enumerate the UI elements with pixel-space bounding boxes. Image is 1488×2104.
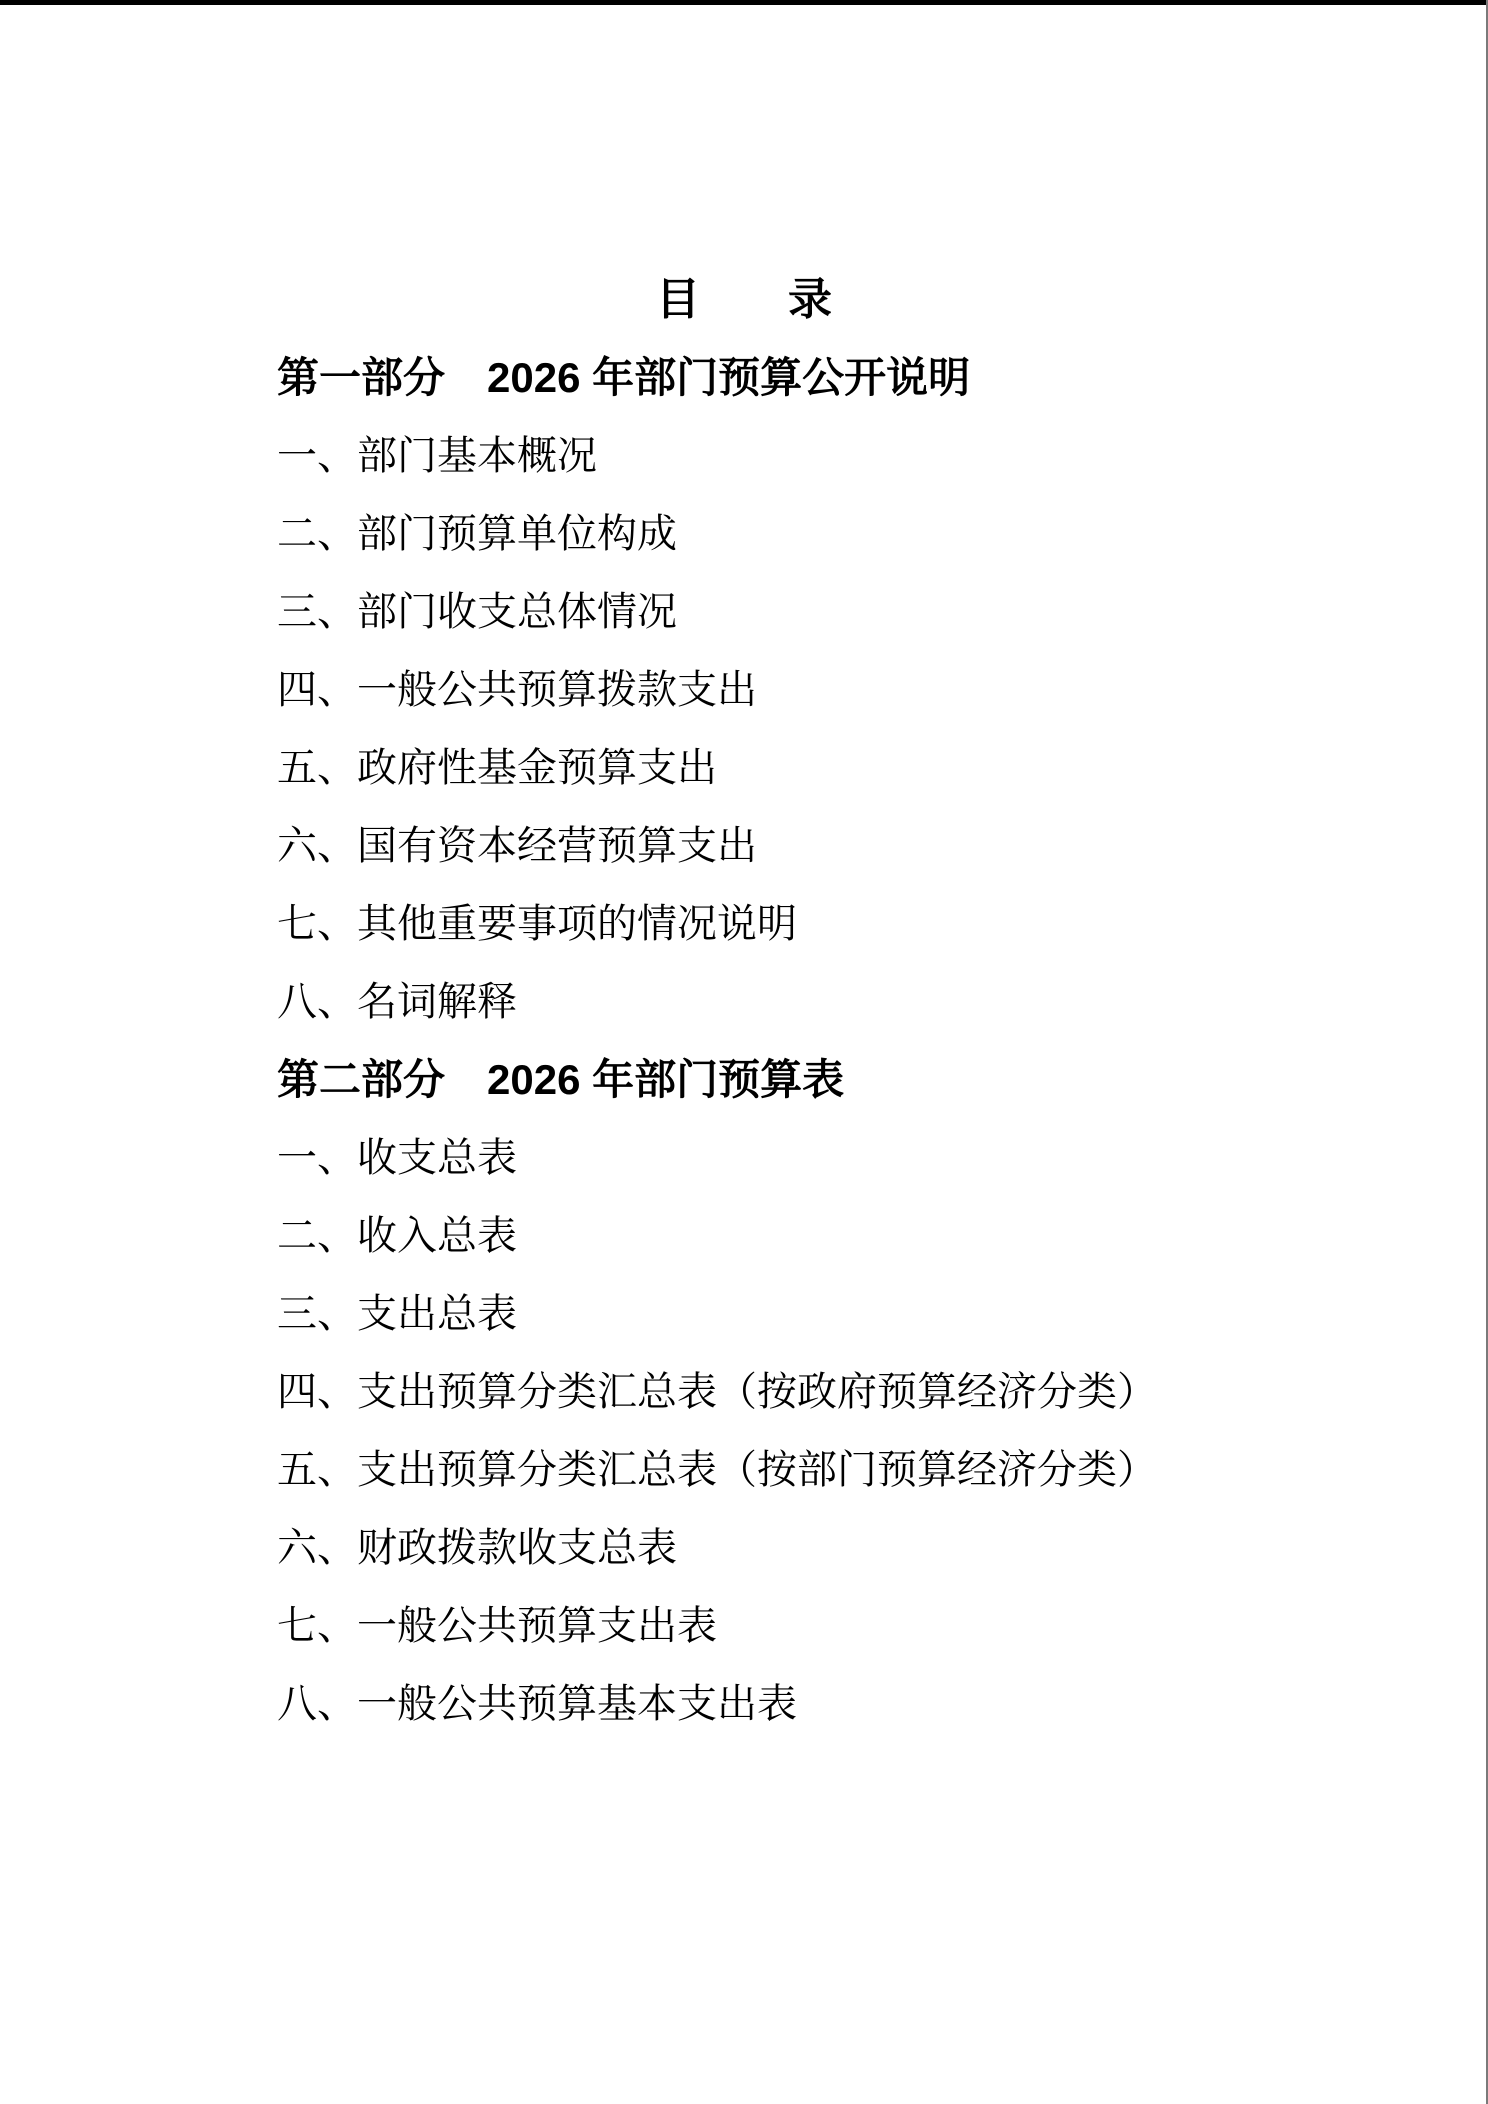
toc-item-part2-3: 三、支出总表	[277, 1292, 517, 1336]
toc-item-part1-1: 一、部门基本概况	[277, 434, 597, 478]
toc-item-part2-1: 一、收支总表	[277, 1136, 517, 1180]
toc-item-part2-6: 六、财政拨款收支总表	[277, 1526, 677, 1570]
toc-item-part1-6: 六、国有资本经营预算支出	[277, 824, 757, 868]
toc-item-part2-5: 五、支出预算分类汇总表（按部门预算经济分类）	[277, 1448, 1157, 1492]
toc-item-part1-7: 七、其他重要事项的情况说明	[277, 902, 797, 946]
toc-item-part1-2: 二、部门预算单位构成	[277, 512, 677, 556]
toc-item-part2-4: 四、支出预算分类汇总表（按政府预算经济分类）	[277, 1370, 1157, 1414]
toc-item-part2-8: 八、一般公共预算基本支出表	[277, 1682, 797, 1726]
page-title: 目 录	[656, 275, 832, 324]
top-edge-bar	[0, 0, 1488, 5]
toc-item-part1-8: 八、名词解释	[277, 980, 517, 1024]
toc-item-part1-4: 四、一般公共预算拨款支出	[277, 668, 757, 712]
toc-page	[0, 261, 1488, 1743]
section-heading-part2: 第二部分 2026 年部门预算表	[277, 1056, 845, 1103]
toc-item-part2-7: 七、一般公共预算支出表	[277, 1604, 717, 1648]
toc-item-part2-2: 二、收入总表	[277, 1214, 517, 1258]
section-heading-part1: 第一部分 2026 年部门预算公开说明	[277, 354, 971, 401]
toc-item-part1-5: 五、政府性基金预算支出	[277, 746, 717, 790]
toc-item-part1-3: 三、部门收支总体情况	[277, 590, 677, 634]
